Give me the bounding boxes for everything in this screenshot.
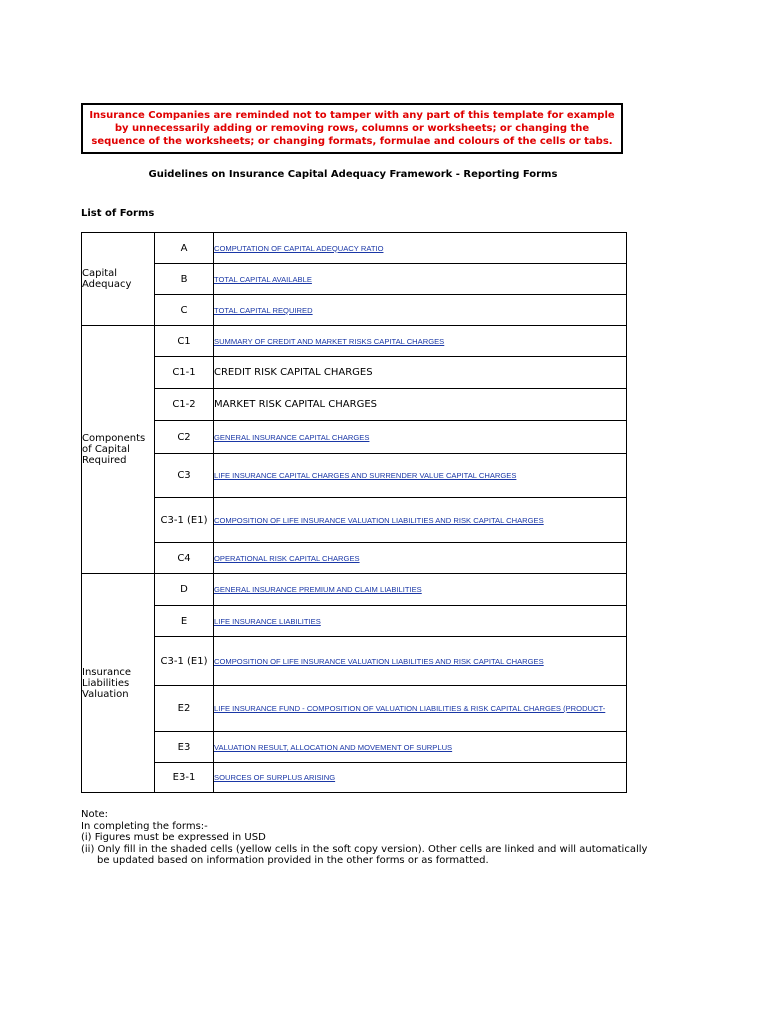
group-insurance-liabilities-valuation: Insurance Liabilities Valuation	[82, 574, 155, 793]
form-link[interactable]: TOTAL CAPITAL AVAILABLE	[214, 274, 312, 284]
form-link[interactable]: GENERAL INSURANCE CAPITAL CHARGES	[214, 432, 370, 442]
table-row	[82, 454, 627, 498]
table-row	[82, 574, 627, 606]
form-link[interactable]: VALUATION RESULT, ALLOCATION AND MOVEMENT OF SURPLUS	[214, 742, 453, 752]
notes-section	[81, 809, 648, 867]
table-row	[82, 326, 627, 357]
form-code: E3	[155, 732, 214, 763]
table-row	[82, 543, 627, 574]
table-row	[82, 686, 627, 732]
form-link[interactable]: COMPUTATION OF CAPITAL ADEQUACY RATIO	[214, 243, 384, 253]
table-row	[82, 498, 627, 543]
table-row	[82, 606, 627, 637]
form-code: C3-1 (E1)	[155, 498, 214, 543]
form-code: E3-1	[155, 763, 214, 793]
table-row	[82, 233, 627, 264]
form-code: C3	[155, 454, 214, 498]
form-code: B	[155, 264, 214, 295]
form-link[interactable]: LIFE INSURANCE FUND - COMPOSITION OF VALUATION LIABILITIES & RISK CAPITAL CHARGES (PRODUCT-	[214, 704, 606, 713]
form-link[interactable]: OPERATIONAL RISK CAPITAL CHARGES	[214, 553, 360, 563]
form-code: D	[155, 574, 214, 606]
form-code: C2	[155, 421, 214, 454]
table-row	[82, 357, 627, 389]
note-item-continuation: be updated based on information provided in the other forms or as formatted.	[97, 855, 489, 867]
form-link[interactable]: SOURCES OF SURPLUS ARISING	[214, 773, 336, 782]
form-link[interactable]: LIFE INSURANCE CAPITAL CHARGES AND SURRENDER VALUE CAPITAL CHARGES	[214, 471, 517, 480]
table-row	[82, 763, 627, 793]
note-intro: In completing the forms:-	[81, 820, 208, 832]
form-link[interactable]: COMPOSITION OF LIFE INSURANCE VALUATION LIABILITIES AND RISK CAPITAL CHARGES	[214, 515, 544, 525]
form-code: C1-2	[155, 389, 214, 421]
form-link[interactable]: TOTAL CAPITAL REQUIRED	[214, 305, 313, 315]
form-code: C3-1 (E1)	[155, 637, 214, 686]
group-components-capital-required: Components of Capital Required	[82, 326, 155, 574]
form-code: E2	[155, 686, 214, 732]
table-row	[82, 389, 627, 421]
form-code: A	[155, 233, 214, 264]
note-item: (i) Figures must be expressed in USD	[81, 832, 266, 844]
list-of-forms-heading: List of Forms	[81, 208, 155, 219]
page-title: Guidelines on Insurance Capital Adequacy Framework - Reporting Forms	[148, 169, 558, 180]
note-label: Note:	[81, 809, 109, 820]
table-row	[82, 264, 627, 295]
form-link[interactable]: GENERAL INSURANCE PREMIUM AND CLAIM LIABILITIES	[214, 585, 422, 594]
table-row	[82, 637, 627, 686]
forms-table	[81, 232, 627, 793]
form-code: C1-1	[155, 357, 214, 389]
note-item: (ii) Only fill in the shaded cells (yellow cells in the soft copy version). Other cells are linked and will automatically	[81, 843, 648, 855]
form-link[interactable]: SUMMARY OF CREDIT AND MARKET RISKS CAPITAL CHARGES	[214, 336, 445, 346]
form-code: C	[155, 295, 214, 326]
form-code: C1	[155, 326, 214, 357]
table-row	[82, 295, 627, 326]
warning-notice	[81, 103, 623, 154]
form-code: C4	[155, 543, 214, 574]
form-link[interactable]: LIFE INSURANCE LIABILITIES	[214, 616, 321, 626]
warning-text: Insurance Companies are reminded not to tamper with any part of this template for example by unnecessarily adding or removing rows, columns or worksheets; or changing the sequence of the worksheets; or changing formats, formulae and colours of the cells or tabs.	[89, 110, 615, 147]
group-capital-adequacy: Capital Adequacy	[82, 233, 155, 326]
form-code: E	[155, 606, 214, 637]
table-row	[82, 421, 627, 454]
form-name: MARKET RISK CAPITAL CHARGES	[214, 399, 377, 410]
form-name: CREDIT RISK CAPITAL CHARGES	[214, 367, 373, 378]
form-link[interactable]: COMPOSITION OF LIFE INSURANCE VALUATION LIABILITIES AND RISK CAPITAL CHARGES	[214, 656, 544, 666]
table-row	[82, 732, 627, 763]
